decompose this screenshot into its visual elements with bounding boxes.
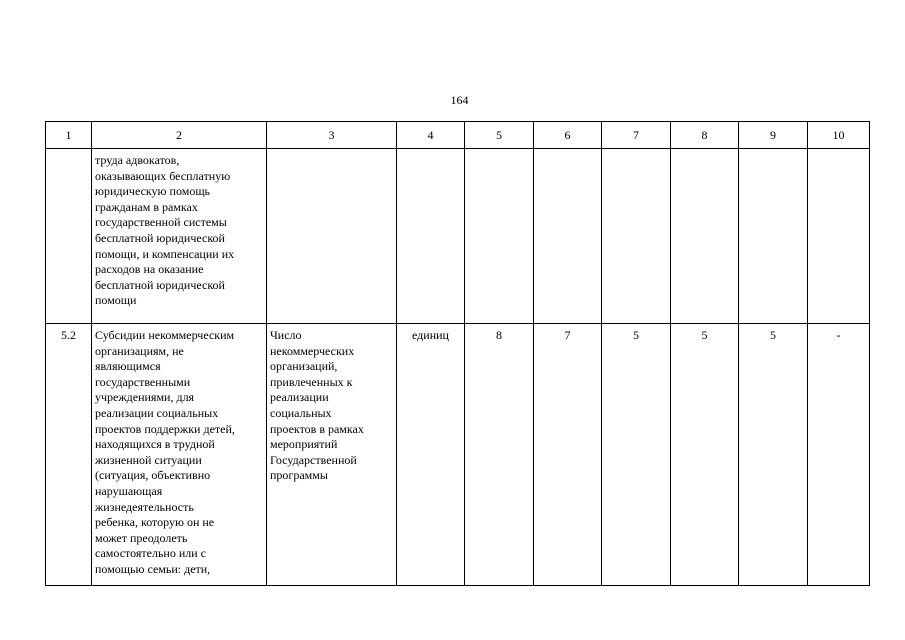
- text-line: труда адвокатов,: [95, 153, 180, 167]
- text-line: некоммерческих: [270, 343, 355, 358]
- text-line: привлеченных к: [270, 374, 353, 389]
- page-number: 164: [450, 93, 469, 107]
- text-line: может преодолеть: [95, 530, 188, 545]
- text-line: социальных: [270, 405, 332, 420]
- header-cell-3: 3: [267, 122, 397, 149]
- text-line: жизненной ситуации: [95, 452, 202, 467]
- header-cell-5: 5: [465, 122, 534, 149]
- table-row-5-2: [46, 324, 870, 586]
- text-line: являющимся: [95, 359, 161, 374]
- text-line: государственной системы: [95, 215, 227, 230]
- value-cell-6: 7: [534, 324, 602, 586]
- unit-cell: [397, 149, 465, 324]
- text-line: бесплатной юридической: [95, 277, 225, 292]
- header-cell-10: 10: [808, 122, 870, 149]
- text-line: оказывающих бесплатную: [95, 168, 231, 183]
- text-line: расходов на оказание: [95, 262, 204, 277]
- program-indicators-table: [45, 121, 870, 586]
- unit-cell: единиц: [397, 324, 465, 586]
- value-cell-5: [465, 149, 534, 324]
- text-line: ребенка, которую он не: [95, 515, 215, 530]
- value-cell-9: [739, 149, 808, 324]
- value-cell-7: [602, 149, 671, 324]
- value-cell-8: 5: [671, 324, 739, 586]
- text-line: помощи, и компенсации их: [95, 246, 235, 261]
- value-cell-6: [534, 149, 602, 324]
- table-header-row: [46, 122, 870, 149]
- text-line: реализации социальных: [95, 405, 219, 420]
- value-cell-8: [671, 149, 739, 324]
- table-row-continued: [46, 149, 870, 324]
- text-line: жизнедеятельность: [95, 499, 194, 514]
- text-line: учреждениями, для: [95, 390, 195, 405]
- text-line: проектов поддержки детей,: [95, 421, 235, 436]
- indicator-name-cell: [267, 324, 397, 586]
- text-line: нарушающая: [95, 483, 163, 498]
- header-cell-9: 9: [739, 122, 808, 149]
- text-line: юридическую помощь: [95, 184, 211, 199]
- header-cell-4: 4: [397, 122, 465, 149]
- text-line: Число: [270, 328, 302, 342]
- text-line: гражданам в рамках: [95, 199, 198, 214]
- text-line: Субсидии некоммерческим: [95, 328, 235, 342]
- row-number-cell: 5.2: [46, 324, 92, 586]
- value-cell-7: 5: [602, 324, 671, 586]
- measure-description-cell: [92, 324, 267, 586]
- text-line: помощью семьи: дети,: [95, 561, 211, 576]
- text-line: организаций,: [270, 359, 338, 374]
- text-line: государственными: [95, 374, 191, 389]
- text-line: организациям, не: [95, 343, 184, 358]
- text-line: (ситуация, объективно: [95, 468, 211, 483]
- text-line: находящихся в трудной: [95, 437, 215, 452]
- header-cell-8: 8: [671, 122, 739, 149]
- value-cell-5: 8: [465, 324, 534, 586]
- text-line: бесплатной юридической: [95, 230, 225, 245]
- text-line: самостоятельно или с: [95, 546, 207, 561]
- header-cell-1: 1: [46, 122, 92, 149]
- text-line: проектов в рамках: [270, 421, 364, 436]
- row-number-cell: [46, 149, 92, 324]
- value-cell-10: -: [808, 324, 870, 586]
- header-cell-6: 6: [534, 122, 602, 149]
- text-line: Государственной: [270, 452, 357, 467]
- text-line: помощи: [95, 293, 137, 308]
- text-line: программы: [270, 468, 328, 483]
- header-cell-7: 7: [602, 122, 671, 149]
- value-cell-9: 5: [739, 324, 808, 586]
- text-line: реализации: [270, 390, 329, 405]
- indicator-name-cell: [267, 149, 397, 324]
- value-cell-10: [808, 149, 870, 324]
- text-line: мероприятий: [270, 437, 338, 452]
- measure-description-cell: [92, 149, 267, 324]
- header-cell-2: 2: [92, 122, 267, 149]
